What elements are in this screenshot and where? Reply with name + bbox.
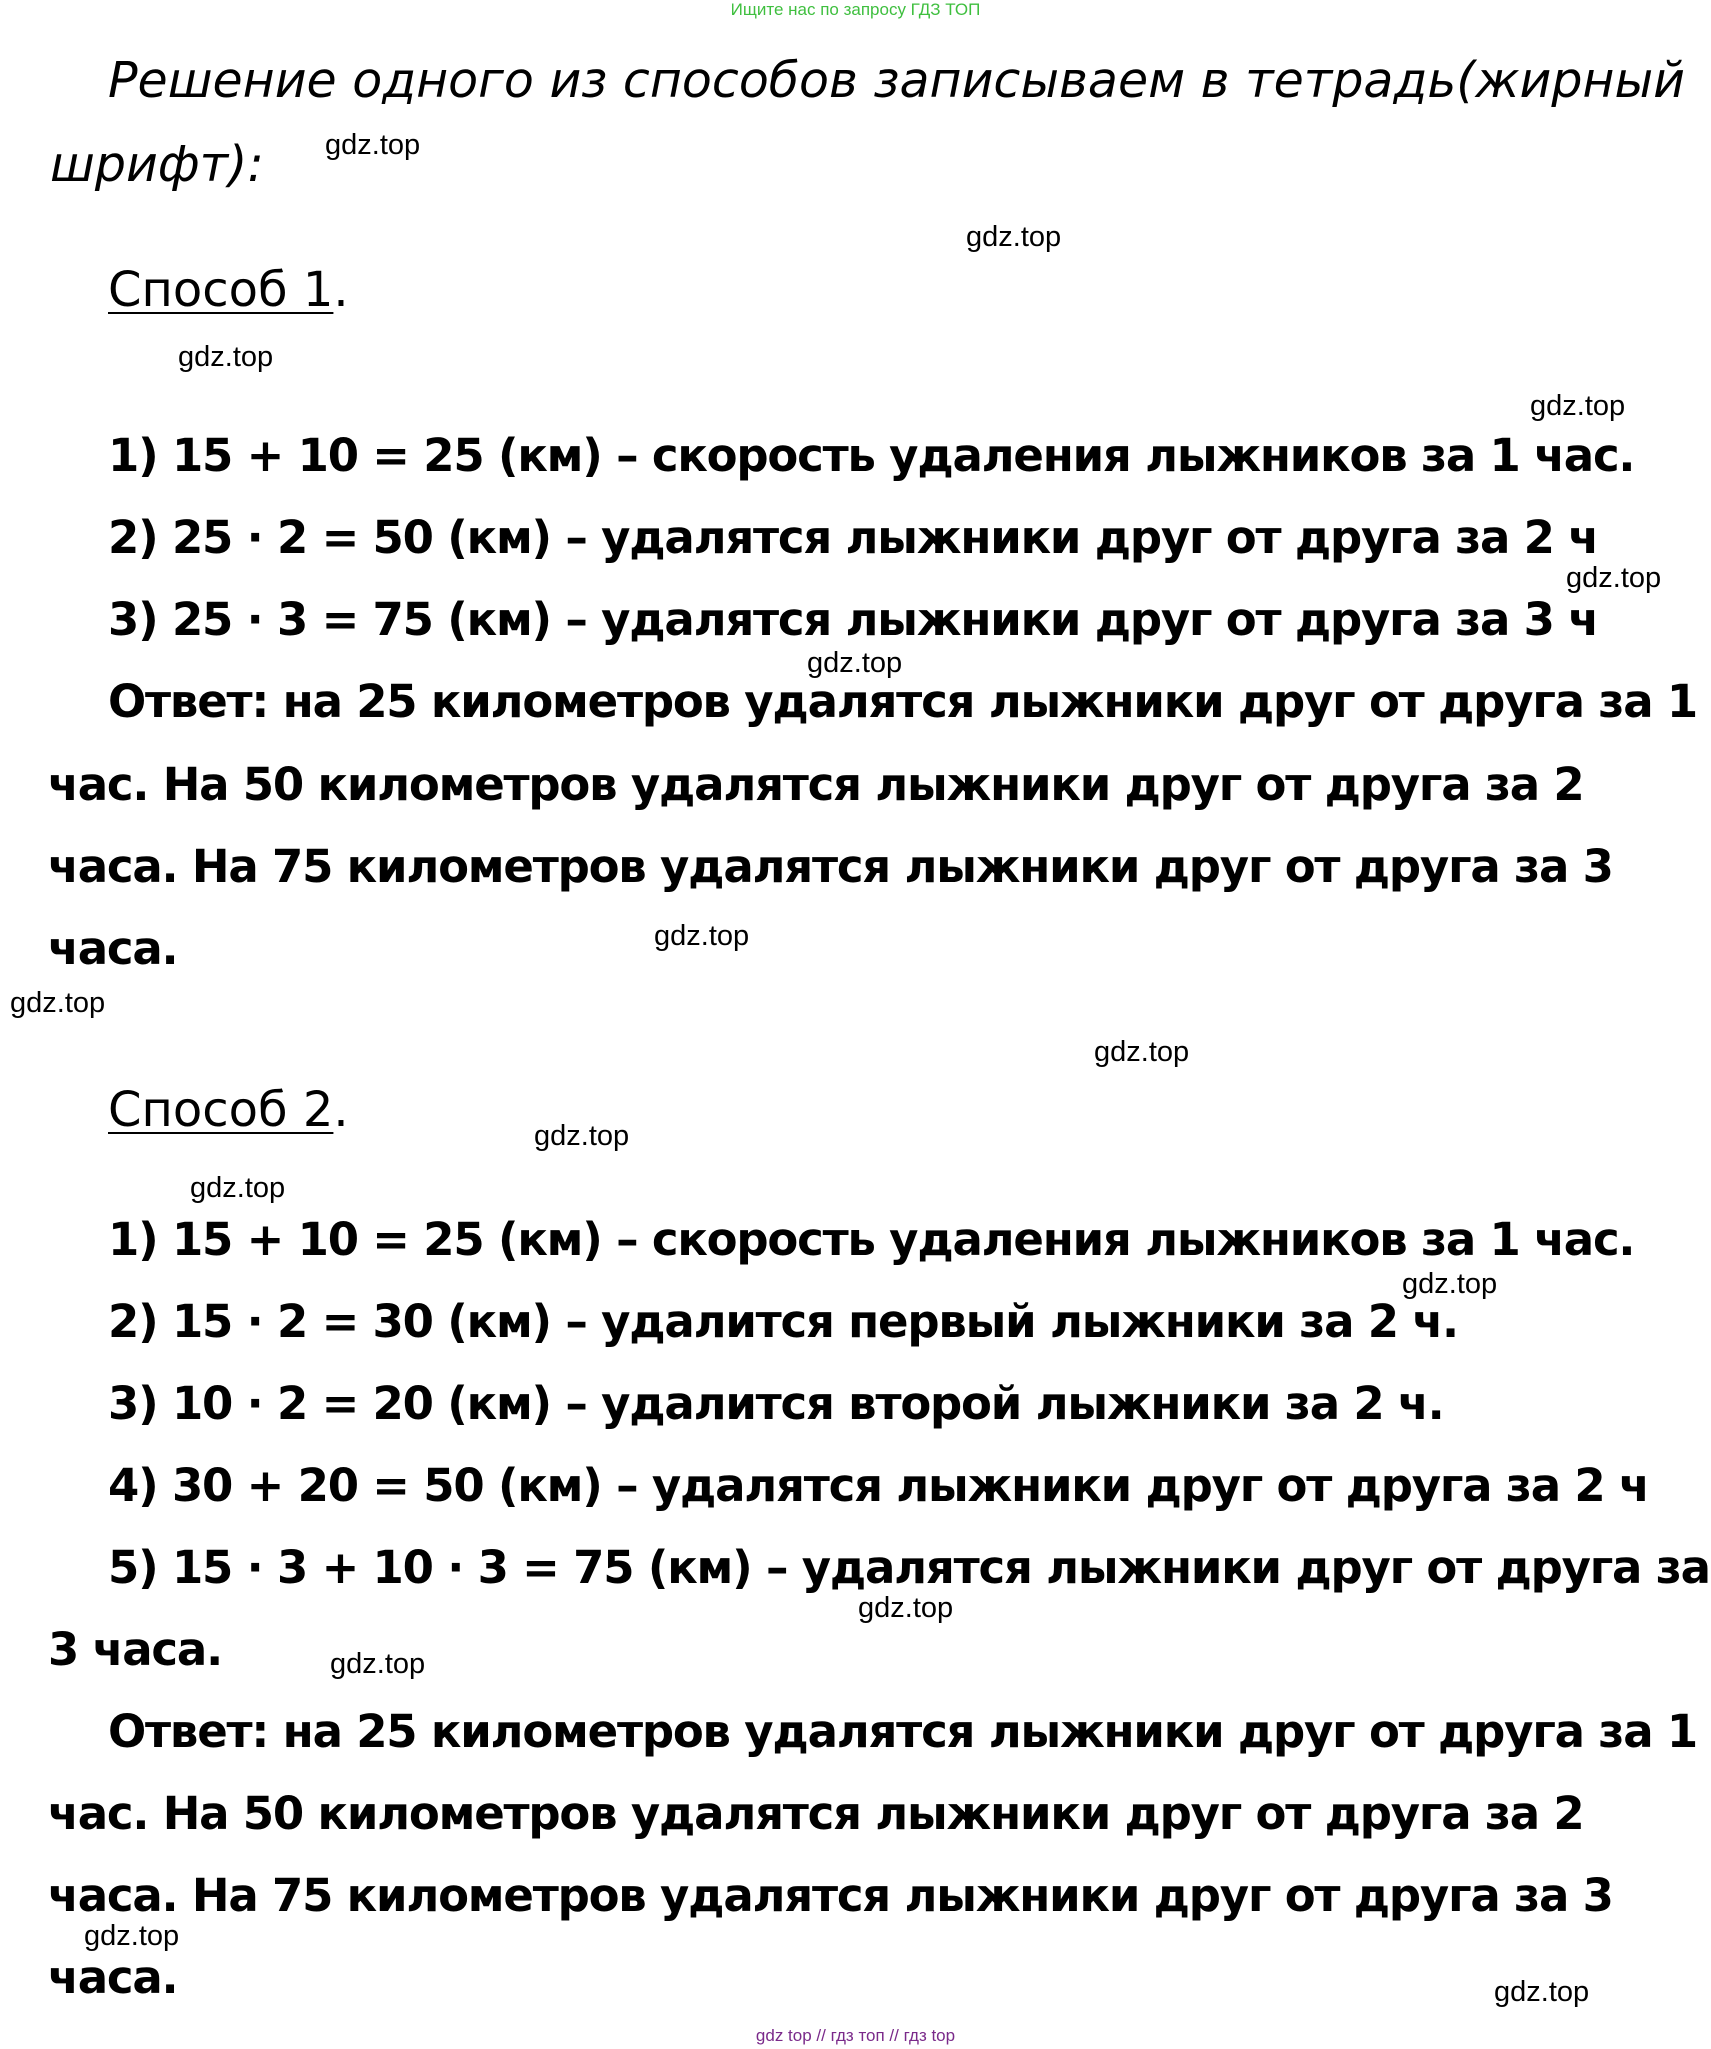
method-1-answer-line-1: Ответ: на 25 километров удалятся лыжники друг от друга за 1 [108,675,1697,728]
method-1-answer-line-2: час. На 50 километров удалятся лыжники друг от друга за 2 [48,758,1584,811]
intro-line-1: Решение одного из способов записываем в тетрадь(жирный [108,52,1685,109]
method-1-title: Способ 1 [108,262,334,318]
method-1-answer-line-4: часа. [48,922,178,975]
method-2-answer-line-3: часа. На 75 километров удалятся лыжники друг от друга за 3 [48,1869,1613,1922]
method-2-answer-line-2: час. На 50 километров удалятся лыжники друг от друга за 2 [48,1787,1584,1840]
watermark: gdz.top [84,1920,180,1952]
watermark: gdz.top [966,221,1062,253]
watermark: gdz.top [10,987,106,1019]
watermark: gdz.top [654,920,750,952]
method-2-answer-line-4: часа. [48,1951,178,2004]
watermark: gdz.top [534,1120,630,1152]
method-2-answer-line-1: Ответ: на 25 километров удалятся лыжники друг от друга за 1 [108,1705,1697,1758]
watermark: gdz.top [178,341,274,373]
method-2-step-3: 3) 10 · 2 = 20 (км) – удалится второй лыжники за 2 ч. [108,1377,1444,1430]
method-1-period: . [333,262,349,318]
footer-watermark: gdz top // гдз топ // гдз top [755,2026,956,2045]
method-1-heading [108,262,349,318]
method-2-step-4: 4) 30 + 20 = 50 (км) – удалятся лыжники друг от друга за 2 ч [108,1459,1649,1512]
method-2-period: . [333,1082,349,1138]
intro-line-2: шрифт): [50,136,264,193]
method-1-step-1: 1) 15 + 10 = 25 (км) – скорость удаления лыжников за 1 час. [108,429,1635,482]
watermark: gdz.top [325,129,421,161]
watermark: gdz.top [1094,1036,1190,1068]
method-2-title: Способ 2 [108,1082,334,1138]
method-1-step-3: 3) 25 · 3 = 75 (км) – удалятся лыжники друг от друга за 3 ч [108,593,1598,646]
watermark: gdz.top [1566,562,1662,594]
method-1-step-2: 2) 25 · 2 = 50 (км) – удалятся лыжники друг от друга за 2 ч [108,511,1598,564]
watermark: gdz.top [1402,1268,1498,1300]
top-banner: Ищите нас по запросу ГДЗ ТОП [730,0,981,19]
method-2-step-5-cont: 3 часа. [48,1623,222,1676]
watermark: gdz.top [807,647,903,679]
watermark: gdz.top [190,1172,286,1204]
watermark: gdz.top [330,1648,426,1680]
method-2-heading [108,1082,349,1138]
watermark: gdz.top [1494,1976,1590,2008]
method-2-step-1: 1) 15 + 10 = 25 (км) – скорость удаления лыжников за 1 час. [108,1213,1635,1266]
method-1-answer-line-3: часа. На 75 километров удалятся лыжники друг от друга за 3 [48,840,1613,893]
method-2-step-5: 5) 15 · 3 + 10 · 3 = 75 (км) – удалятся лыжники друг от друга за [108,1541,1710,1594]
watermark: gdz.top [858,1592,954,1624]
method-2-step-2: 2) 15 · 2 = 30 (км) – удалится первый лыжники за 2 ч. [108,1295,1458,1348]
watermark: gdz.top [1530,390,1626,422]
